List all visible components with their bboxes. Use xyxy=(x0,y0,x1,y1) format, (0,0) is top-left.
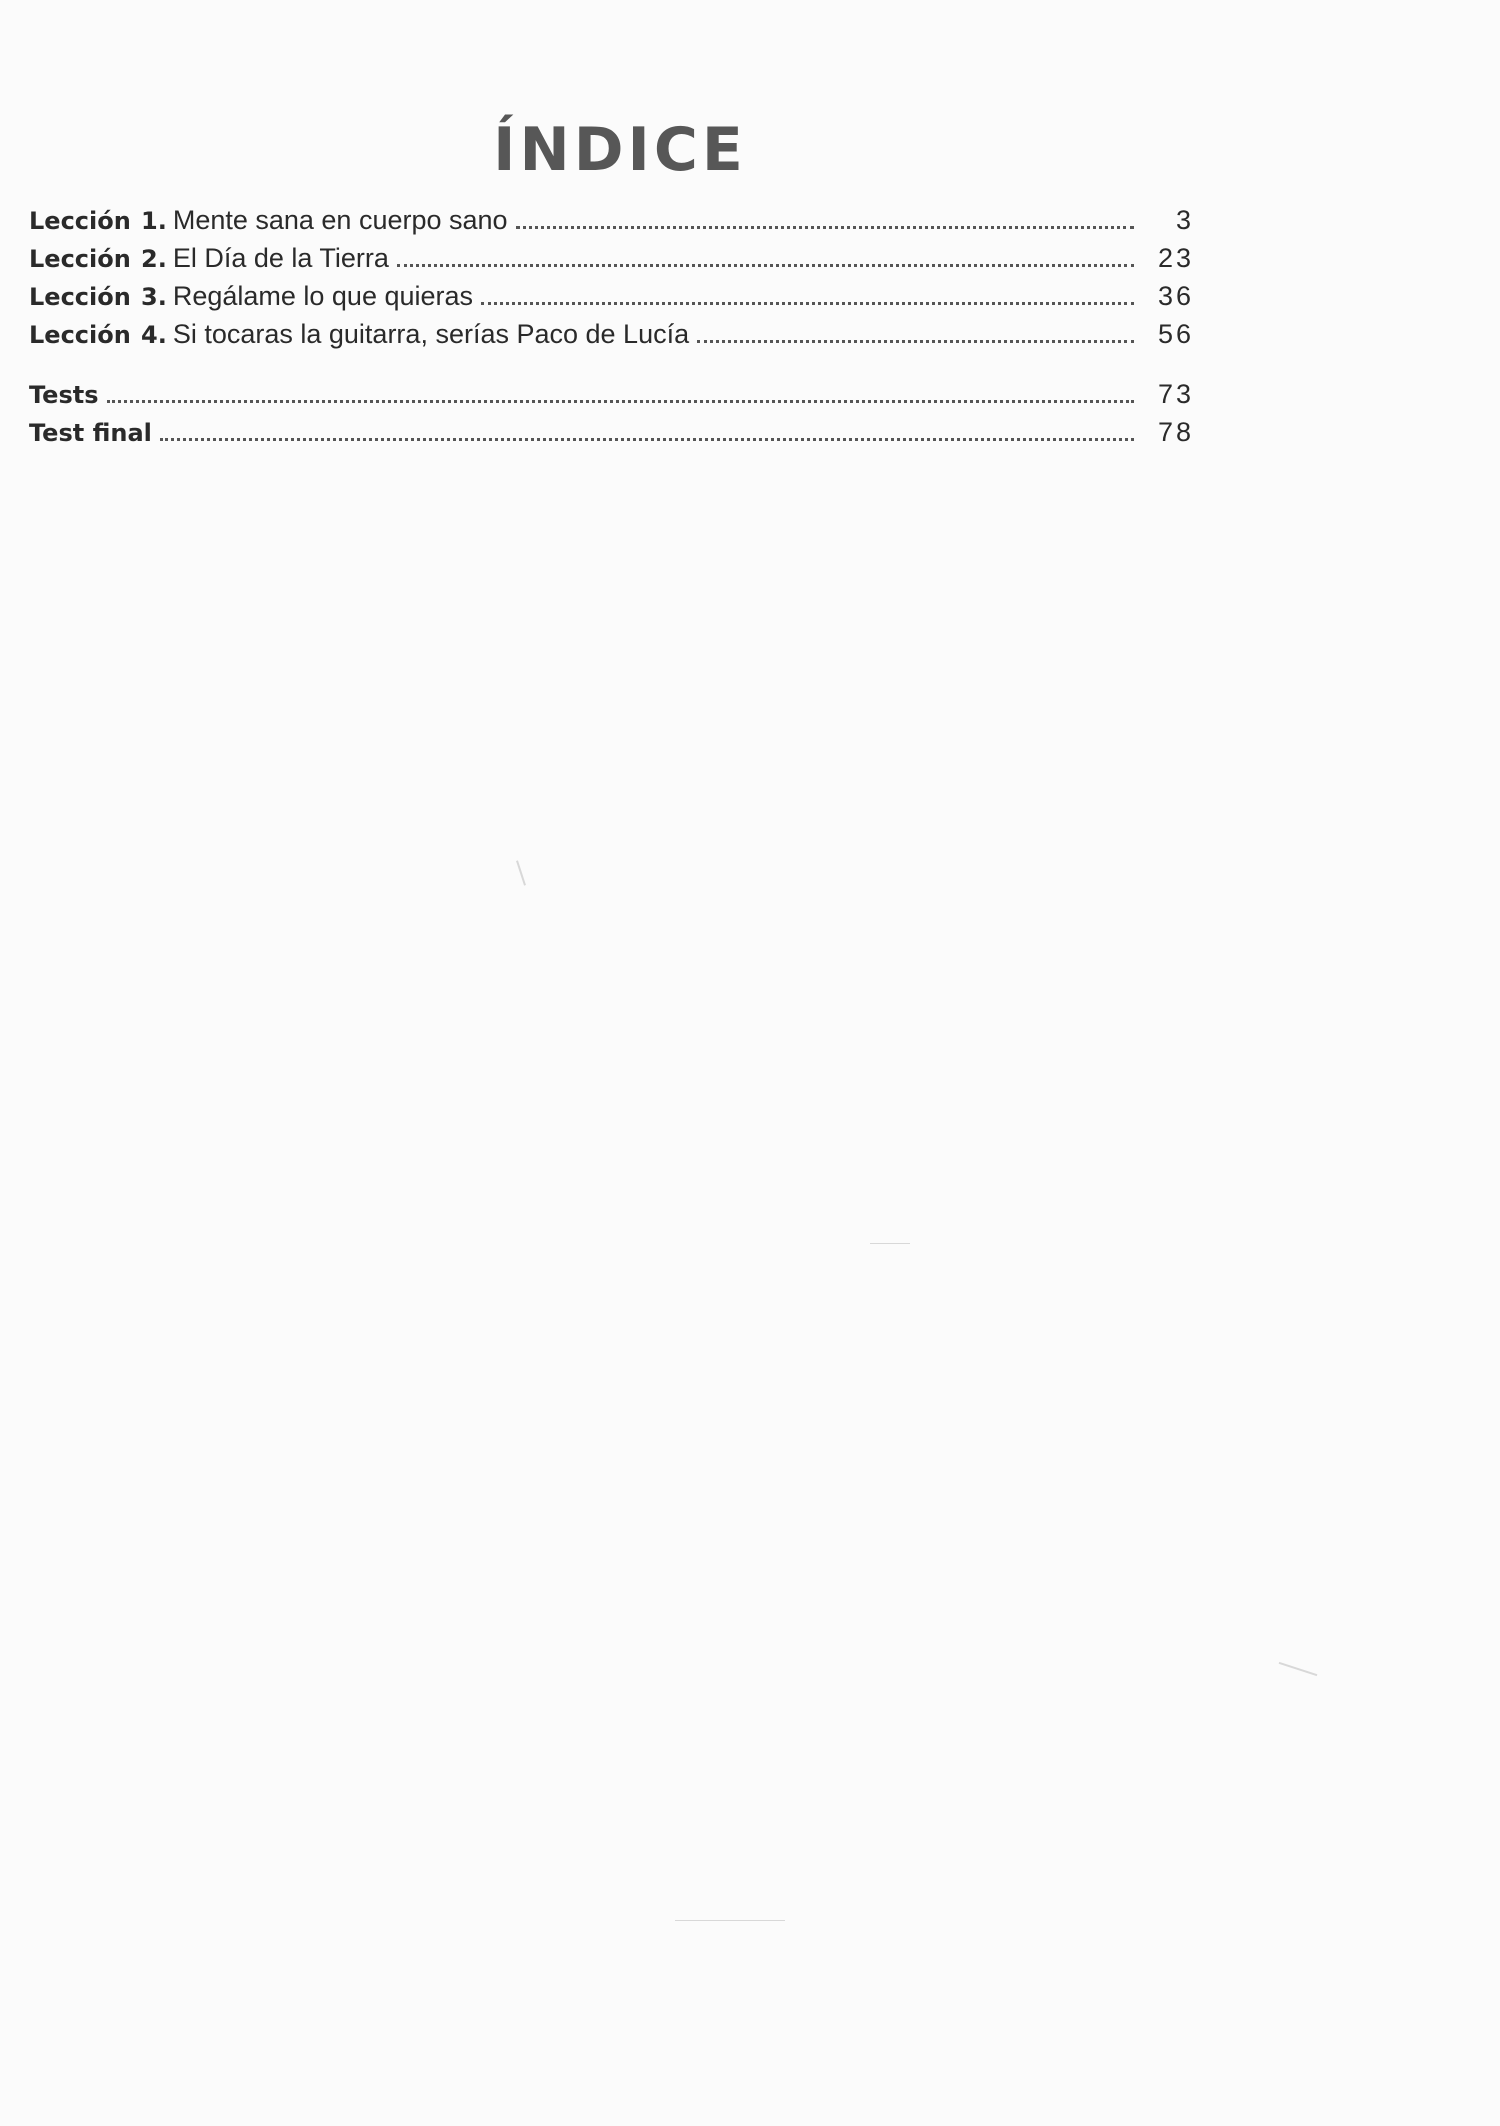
dot-leader xyxy=(160,438,1134,441)
toc-entry-test-final xyxy=(29,417,1194,455)
dot-leader xyxy=(697,340,1134,343)
scan-speck xyxy=(675,1920,785,1921)
dot-leader xyxy=(397,264,1134,267)
scan-speck xyxy=(1279,1662,1318,1676)
dot-leader xyxy=(481,302,1134,305)
toc-entry-lesson-2 xyxy=(29,243,1194,281)
toc-entry-lesson-4 xyxy=(29,319,1194,357)
page-number: 36 xyxy=(1157,281,1194,311)
dot-leader xyxy=(107,400,1134,403)
lesson-number: 4. xyxy=(141,321,167,349)
lesson-word: Lección xyxy=(29,207,131,235)
dot-leader xyxy=(516,226,1134,229)
lesson-number: 2. xyxy=(141,245,167,273)
lesson-word: Lección xyxy=(29,283,131,311)
scan-speck xyxy=(870,1243,910,1244)
toc-entry-lesson-3 xyxy=(29,281,1194,319)
lesson-number: 3. xyxy=(141,283,167,311)
page-number: 23 xyxy=(1157,243,1194,273)
lesson-title: Si tocaras la guitarra, serías Paco de Lucía xyxy=(172,319,690,349)
page-number: 78 xyxy=(1157,417,1194,447)
scan-speck xyxy=(516,860,526,885)
page-number: 73 xyxy=(1157,379,1194,409)
page-number: 3 xyxy=(1175,205,1194,235)
extra-label: Test final xyxy=(29,419,152,447)
toc-entry-lesson-1 xyxy=(29,205,1194,243)
lesson-number: 1. xyxy=(141,207,167,235)
lesson-title: Regálame lo que quieras xyxy=(172,281,474,311)
lesson-word: Lección xyxy=(29,321,131,349)
lesson-word: Lección xyxy=(29,245,131,273)
lesson-title: Mente sana en cuerpo sano xyxy=(172,205,508,235)
page-title: ÍNDICE xyxy=(493,115,747,185)
toc-entry-tests xyxy=(29,379,1194,417)
extra-label: Tests xyxy=(29,381,99,409)
lesson-title: El Día de la Tierra xyxy=(172,243,389,273)
page-number: 56 xyxy=(1157,319,1194,349)
table-of-contents xyxy=(29,205,1194,455)
